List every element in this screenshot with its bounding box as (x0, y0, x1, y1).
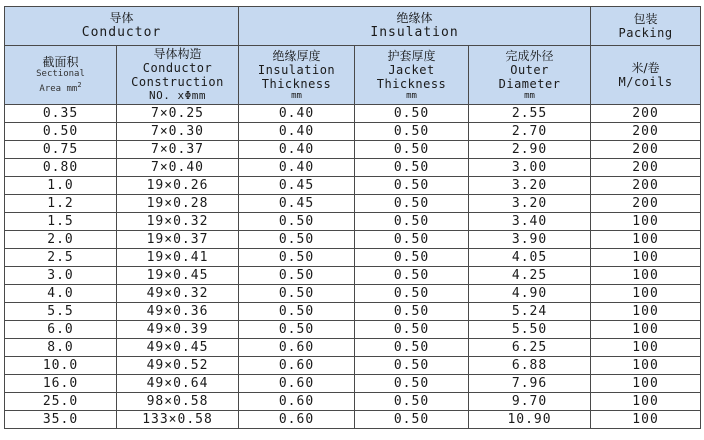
area-cell: 4.0 (5, 285, 117, 303)
table-row (5, 159, 701, 177)
packing-cell: 200 (591, 195, 701, 213)
table-row (5, 321, 701, 339)
construction-en-label-1: Conductor (142, 61, 213, 75)
table-row (5, 357, 701, 375)
jacket-thickness-en-label-2: Thickness (376, 77, 447, 91)
construction-cell: 19×0.45 (117, 267, 239, 285)
construction-cell: 49×0.32 (117, 285, 239, 303)
construction-cell: 49×0.64 (117, 375, 239, 393)
packing-cell: 100 (591, 213, 701, 231)
insulation-thickness-cell: 0.40 (239, 141, 355, 159)
construction-cell: 133×0.58 (117, 411, 239, 429)
jacket-thickness-cell: 0.50 (355, 339, 469, 357)
insulation-thickness-cell: 0.50 (239, 231, 355, 249)
area-column-header (5, 46, 117, 105)
table-row (5, 303, 701, 321)
packing-column-header (591, 46, 701, 105)
area-en-label-1: Sectional (36, 69, 85, 79)
outer-diameter-cell: 3.20 (469, 195, 591, 213)
construction-cell: 7×0.25 (117, 105, 239, 123)
insulation-thickness-cell: 0.60 (239, 357, 355, 375)
outer-diameter-cell: 4.90 (469, 285, 591, 303)
area-cell: 2.0 (5, 231, 117, 249)
outer-diameter-column-header (469, 46, 591, 105)
table-body (5, 105, 701, 429)
outer-diameter-en-label-2: Diameter (498, 77, 561, 91)
construction-cell: 49×0.36 (117, 303, 239, 321)
construction-cell: 49×0.39 (117, 321, 239, 339)
area-cell: 3.0 (5, 267, 117, 285)
jacket-thickness-cell: 0.50 (355, 123, 469, 141)
insulation-thickness-cell: 0.40 (239, 123, 355, 141)
outer-diameter-zh-label: 完成外径 (505, 49, 554, 63)
construction-cell: 49×0.52 (117, 357, 239, 375)
table-row (5, 375, 701, 393)
jacket-thickness-cell: 0.50 (355, 177, 469, 195)
jacket-thickness-cell: 0.50 (355, 213, 469, 231)
packing-cell: 100 (591, 339, 701, 357)
table-row (5, 231, 701, 249)
packing-cell: 100 (591, 357, 701, 375)
construction-zh-label: 导体构造 (153, 47, 202, 61)
outer-diameter-cell: 3.40 (469, 213, 591, 231)
construction-cell: 7×0.40 (117, 159, 239, 177)
jacket-thickness-cell: 0.50 (355, 393, 469, 411)
outer-diameter-cell: 4.25 (469, 267, 591, 285)
outer-diameter-cell: 4.05 (469, 249, 591, 267)
insulation-thickness-cell: 0.60 (239, 411, 355, 429)
area-cell: 0.80 (5, 159, 117, 177)
insulation-thickness-zh-label: 绝缘厚度 (272, 49, 321, 63)
packing-cell: 200 (591, 159, 701, 177)
packing-cell: 200 (591, 177, 701, 195)
jacket-thickness-cell: 0.50 (355, 231, 469, 249)
area-cell: 0.75 (5, 141, 117, 159)
construction-cell: 19×0.37 (117, 231, 239, 249)
outer-diameter-cell: 9.70 (469, 393, 591, 411)
insulation-thickness-cell: 0.40 (239, 105, 355, 123)
area-cell: 0.50 (5, 123, 117, 141)
insulation-thickness-cell: 0.50 (239, 303, 355, 321)
packing-unit-zh-label: 米/卷 (631, 61, 660, 75)
packing-cell: 100 (591, 249, 701, 267)
packing-group-header (591, 7, 701, 46)
insulation-thickness-unit: mm (291, 91, 302, 101)
outer-diameter-cell: 2.55 (469, 105, 591, 123)
construction-cell: 19×0.28 (117, 195, 239, 213)
area-cell: 25.0 (5, 393, 117, 411)
area-cell: 1.2 (5, 195, 117, 213)
outer-diameter-en-label-1: Outer (510, 63, 549, 77)
construction-cell: 49×0.45 (117, 339, 239, 357)
insulation-thickness-cell: 0.60 (239, 375, 355, 393)
insulation-group-header (239, 7, 591, 46)
insulation-thickness-cell: 0.50 (239, 249, 355, 267)
jacket-thickness-cell: 0.50 (355, 249, 469, 267)
outer-diameter-cell: 6.88 (469, 357, 591, 375)
insulation-thickness-cell: 0.60 (239, 393, 355, 411)
jacket-thickness-cell: 0.50 (355, 357, 469, 375)
insulation-zh-label: 绝缘体 (396, 11, 433, 25)
packing-cell: 100 (591, 411, 701, 429)
table-row (5, 249, 701, 267)
insulation-thickness-en-label-1: Insulation (257, 63, 336, 77)
jacket-thickness-unit: mm (406, 91, 417, 101)
area-en-label-2 (5, 80, 116, 95)
insulation-thickness-cell: 0.45 (239, 177, 355, 195)
jacket-thickness-cell: 0.50 (355, 105, 469, 123)
packing-cell: 100 (591, 303, 701, 321)
packing-cell: 100 (591, 321, 701, 339)
conductor-zh-label: 导体 (109, 11, 134, 25)
packing-cell: 100 (591, 231, 701, 249)
outer-diameter-unit: mm (524, 91, 535, 101)
packing-cell: 200 (591, 123, 701, 141)
jacket-thickness-cell: 0.50 (355, 321, 469, 339)
table-row (5, 267, 701, 285)
conductor-en-label: Conductor (81, 25, 162, 40)
outer-diameter-cell: 6.25 (469, 339, 591, 357)
outer-diameter-cell: 3.20 (469, 177, 591, 195)
table-row (5, 213, 701, 231)
jacket-thickness-cell: 0.50 (355, 303, 469, 321)
cable-spec-table (4, 6, 701, 429)
area-cell: 10.0 (5, 357, 117, 375)
insulation-thickness-column-header (239, 46, 355, 105)
insulation-thickness-cell: 0.40 (239, 159, 355, 177)
packing-cell: 200 (591, 141, 701, 159)
jacket-thickness-cell: 0.50 (355, 141, 469, 159)
construction-en-label-3: NO. xΦmm (149, 89, 206, 102)
table-row (5, 105, 701, 123)
packing-cell: 100 (591, 285, 701, 303)
area-cell: 0.35 (5, 105, 117, 123)
jacket-thickness-cell: 0.50 (355, 411, 469, 429)
construction-en-label-2: Construction (131, 75, 224, 89)
packing-cell: 100 (591, 267, 701, 285)
construction-cell: 98×0.58 (117, 393, 239, 411)
packing-unit-en-label: M/coils (618, 75, 673, 89)
table-row (5, 285, 701, 303)
cable-spec-table-container (4, 6, 700, 429)
insulation-thickness-cell: 0.60 (239, 339, 355, 357)
table-row (5, 393, 701, 411)
area-cell: 5.5 (5, 303, 117, 321)
header-column-row (5, 46, 701, 105)
area-cell: 35.0 (5, 411, 117, 429)
table-row (5, 123, 701, 141)
area-cell: 8.0 (5, 339, 117, 357)
table-header (5, 7, 701, 105)
packing-cell: 100 (591, 375, 701, 393)
insulation-thickness-en-label-2: Thickness (261, 77, 332, 91)
outer-diameter-cell: 5.24 (469, 303, 591, 321)
area-cell: 1.0 (5, 177, 117, 195)
jacket-thickness-cell: 0.50 (355, 159, 469, 177)
area-cell: 1.5 (5, 213, 117, 231)
outer-diameter-cell: 2.90 (469, 141, 591, 159)
area-cell: 2.5 (5, 249, 117, 267)
insulation-en-label: Insulation (370, 25, 459, 40)
packing-en-label: Packing (618, 26, 673, 40)
insulation-thickness-cell: 0.50 (239, 321, 355, 339)
table-row (5, 141, 701, 159)
construction-cell: 19×0.41 (117, 249, 239, 267)
outer-diameter-cell: 7.96 (469, 375, 591, 393)
area-cell: 16.0 (5, 375, 117, 393)
construction-cell: 7×0.37 (117, 141, 239, 159)
jacket-thickness-cell: 0.50 (355, 285, 469, 303)
jacket-thickness-cell: 0.50 (355, 375, 469, 393)
table-row (5, 411, 701, 429)
area-en-text: Area mm (39, 84, 78, 94)
table-row (5, 177, 701, 195)
outer-diameter-cell: 5.50 (469, 321, 591, 339)
insulation-thickness-cell: 0.50 (239, 285, 355, 303)
outer-diameter-cell: 2.70 (469, 123, 591, 141)
jacket-thickness-en-label-1: Jacket (388, 63, 435, 77)
area-cell: 6.0 (5, 321, 117, 339)
table-row (5, 195, 701, 213)
construction-cell: 7×0.30 (117, 123, 239, 141)
area-superscript: 2 (77, 81, 82, 89)
table-row (5, 339, 701, 357)
header-group-row (5, 7, 701, 46)
insulation-thickness-cell: 0.50 (239, 213, 355, 231)
packing-cell: 200 (591, 105, 701, 123)
packing-cell: 100 (591, 393, 701, 411)
outer-diameter-cell: 3.00 (469, 159, 591, 177)
construction-cell: 19×0.26 (117, 177, 239, 195)
construction-column-header (117, 46, 239, 105)
packing-zh-label: 包装 (633, 12, 658, 26)
jacket-thickness-zh-label: 护套厚度 (387, 49, 436, 63)
conductor-group-header (5, 7, 239, 46)
area-zh-label: 截面积 (42, 55, 79, 69)
insulation-thickness-cell: 0.50 (239, 267, 355, 285)
outer-diameter-cell: 10.90 (469, 411, 591, 429)
outer-diameter-cell: 3.90 (469, 231, 591, 249)
jacket-thickness-column-header (355, 46, 469, 105)
construction-cell: 19×0.32 (117, 213, 239, 231)
insulation-thickness-cell: 0.45 (239, 195, 355, 213)
jacket-thickness-cell: 0.50 (355, 267, 469, 285)
jacket-thickness-cell: 0.50 (355, 195, 469, 213)
